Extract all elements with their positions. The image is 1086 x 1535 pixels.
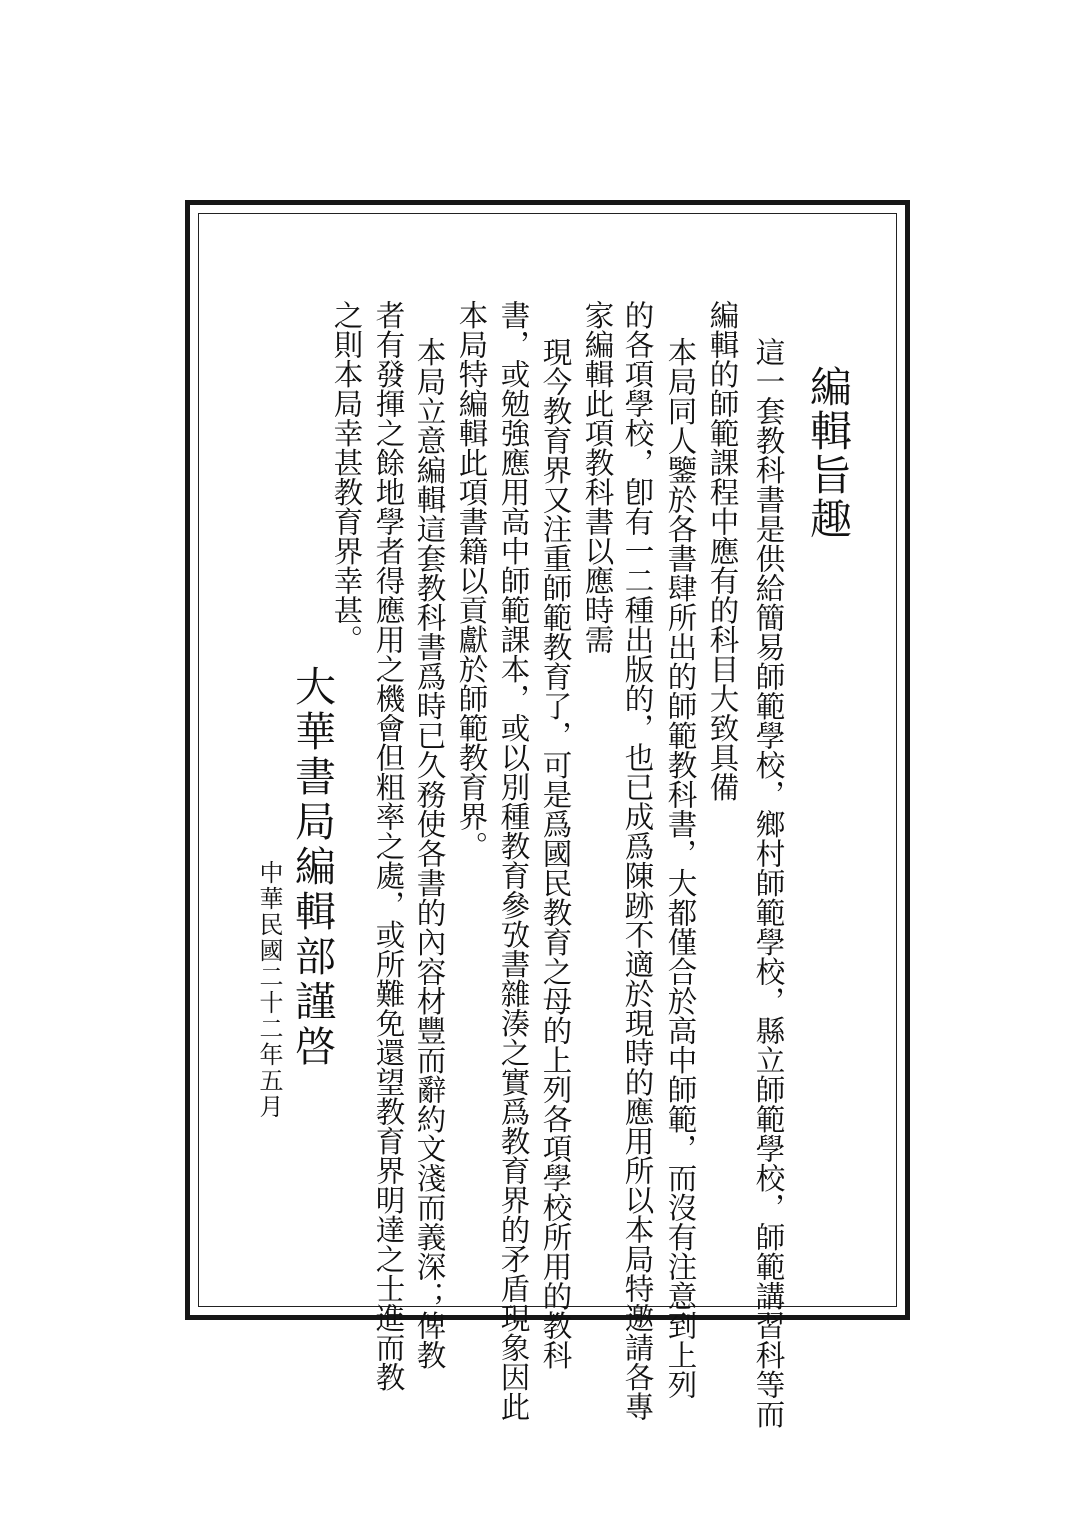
- paragraph-4-line-1: 本局立意編輯這套教科書爲時已久務使各書的內容材豐而辭約文淺而義深；俾教: [412, 337, 447, 1370]
- paragraph-3-line-2: 書，或勉強應用高中師範課本，或以別種教育參攷書雜湊之實爲教育界的矛盾現象因此: [496, 300, 531, 1421]
- publisher-signature: 大華書局編輯部謹啓: [288, 665, 336, 1070]
- paragraph-3-line-1: 現今教育界又注重師範教育了，可是爲國民教育之母的上列各項學校所用的教科: [538, 337, 573, 1370]
- paragraph-4-line-3: 之則本局幸甚教育界幸甚。: [329, 300, 364, 654]
- paragraph-3-line-3: 本局特編輯此項書籍以貢獻於師範教育界。: [454, 300, 489, 861]
- paragraph-2-line-2: 的各項學校，卽有一二種出版的，也已成爲陳跡不適於現時的應用所以本局特邀請各專: [620, 300, 655, 1421]
- paragraph-4-line-2: 者有發揮之餘地學者得應用之機會但粗率之處，或所難免還望教育界明達之士進而教: [371, 300, 406, 1392]
- publication-date: 中華民國二十二年五月: [255, 860, 283, 1120]
- paragraph-1-line-1: 這一套教科書是供給簡易師範學校，鄉村師範學校，縣立師範學校，師範講習科等而: [751, 337, 786, 1429]
- page-title: 編輯旨趣: [804, 365, 853, 541]
- paragraph-2-line-3: 家編輯此項教科書以應時需: [580, 300, 615, 654]
- paragraph-2-line-1: 本局同人鑒於各書肆所出的師範教科書，大都僅合於高中師範，而沒有注意到上列: [663, 337, 698, 1399]
- paragraph-1-line-2: 編輯的師範課程中應有的科目大致具備: [705, 300, 740, 802]
